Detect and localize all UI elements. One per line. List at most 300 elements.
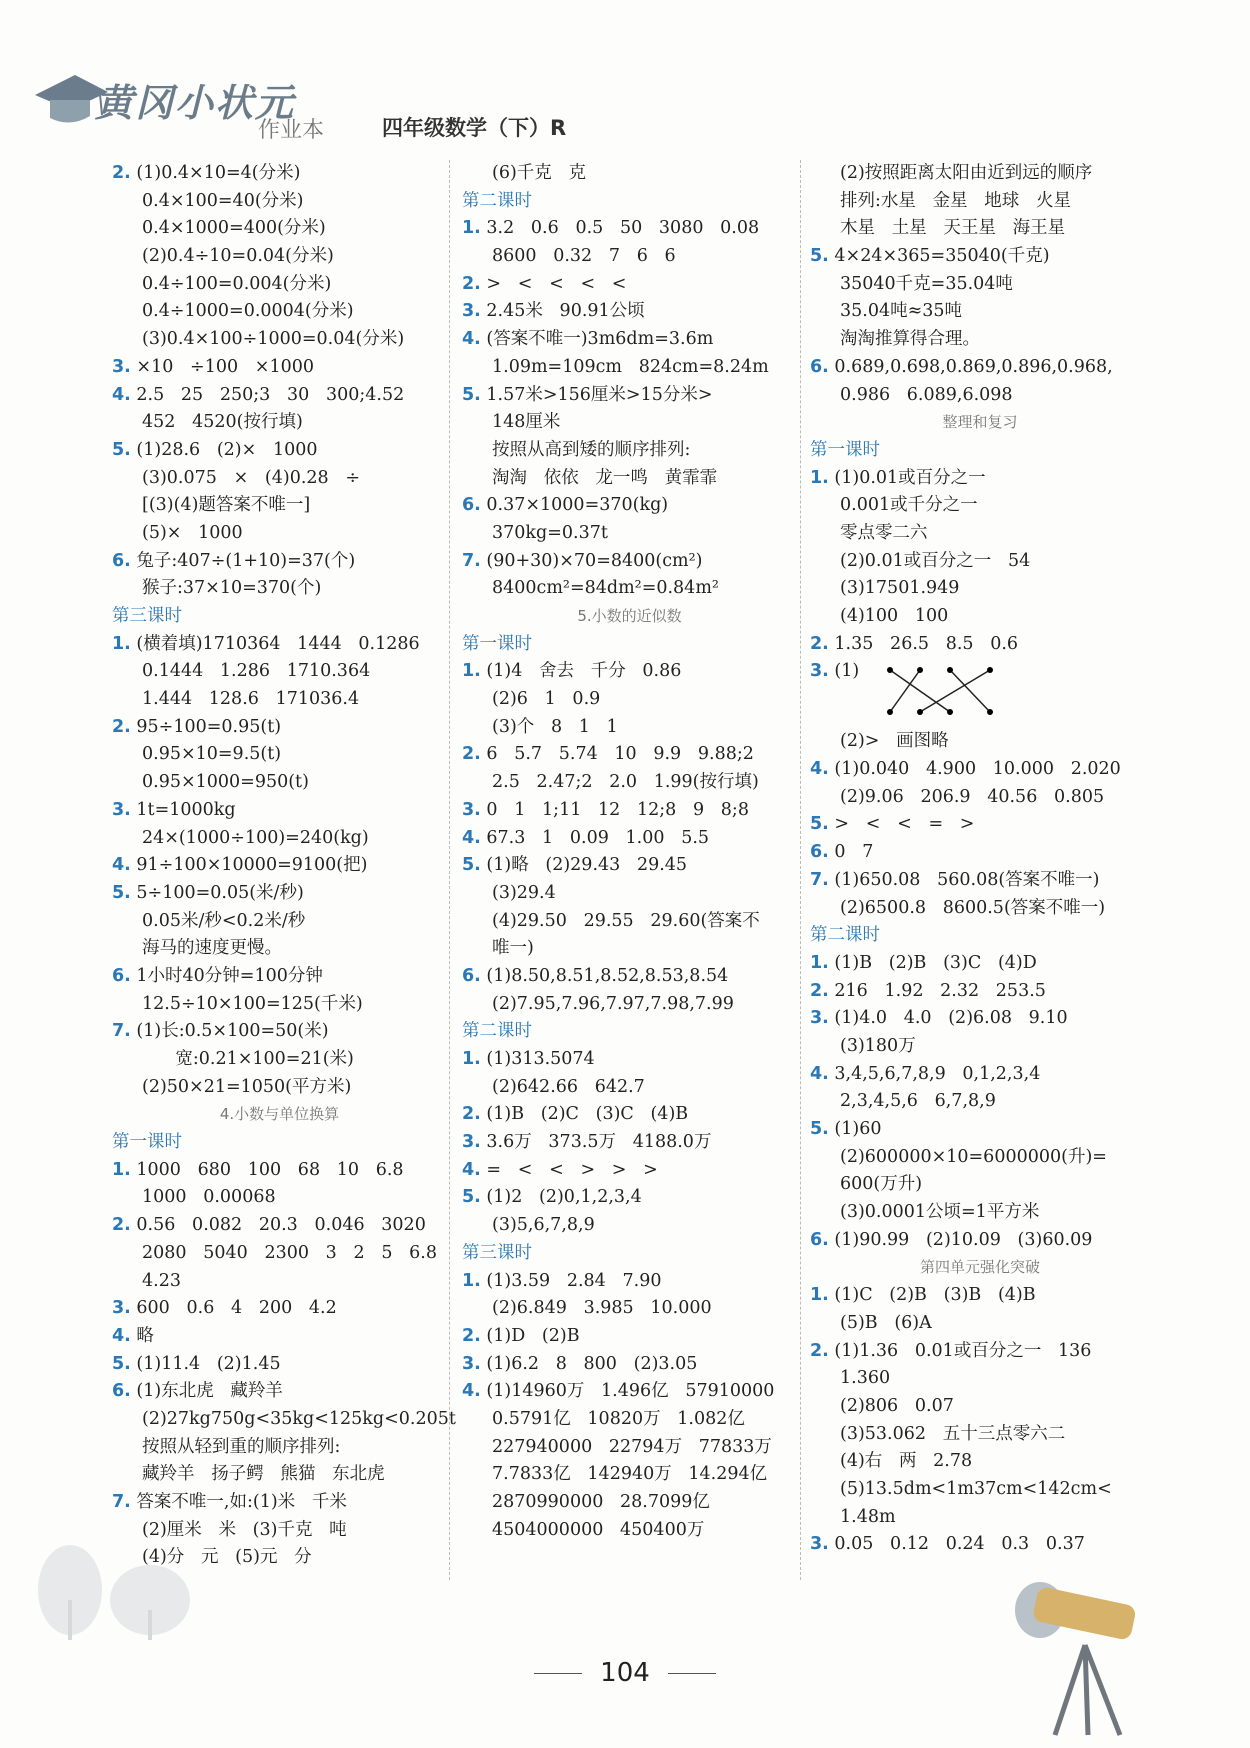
answer-line (810, 1144, 1150, 1172)
question-number: 3. (462, 1353, 481, 1374)
answer-text: 0.689,0.698,0.869,0.896,0.968, (834, 356, 1113, 377)
answer-text: (1)14960万 1.496亿 57910000 (486, 1381, 775, 1402)
answer-line (462, 1517, 797, 1545)
answer-line (810, 1365, 1150, 1393)
answer-text: 0.05米/秒<0.2米/秒 (142, 910, 306, 931)
question-number: 6. (462, 495, 481, 516)
answer-line (462, 1295, 797, 1323)
answer-text: 0.95×10=9.5(t) (142, 744, 282, 765)
answer-line (112, 354, 447, 382)
answer-line (810, 1005, 1150, 1033)
question-number: 5. (810, 1119, 829, 1139)
answer-text: 1.09m=109cm 824cm=8.24m (492, 356, 769, 377)
answer-text: 148厘米 (492, 412, 561, 433)
answer-text: 4×24×365=35040(千克) (834, 246, 1050, 267)
answer-text: (2)50×21=1050(平方米) (142, 1076, 352, 1097)
answer-line (112, 797, 447, 825)
answer-text: (2)> 画图略 (840, 731, 949, 752)
answer-line (112, 548, 447, 576)
answer-column-3 (810, 160, 1150, 1559)
answer-line (112, 963, 447, 991)
answer-text: (5)B (6)A (840, 1312, 932, 1333)
answer-text: 1.360 (840, 1368, 891, 1389)
answer-line (462, 437, 797, 465)
answer-text: (3)53.062 五十三点零六二 (840, 1423, 1066, 1444)
answer-line (810, 575, 1150, 603)
answer-line (462, 1184, 797, 1212)
answer-text: 35.04吨≈35吨 (840, 301, 963, 322)
answer-line (810, 784, 1150, 812)
question-number: 2. (112, 1215, 131, 1236)
answer-text: 2080 5040 2300 3 2 5 6.8 (142, 1242, 437, 1263)
answer-text: 370kg=0.37t (492, 522, 608, 543)
answer-line (462, 1268, 797, 1296)
answer-line (112, 1434, 447, 1462)
answer-line (462, 963, 797, 991)
answer-text: 5÷100=0.05(米/秒) (136, 882, 304, 903)
lesson-heading: 第三课时 (112, 606, 182, 626)
section-heading: 4.小数与单位换算 (219, 1105, 340, 1124)
question-number: 3. (462, 1132, 481, 1153)
question-number: 6. (112, 550, 131, 571)
question-number: 6. (810, 842, 829, 863)
answer-line (462, 215, 797, 243)
answer-text: 淘淘推算得合理。 (840, 329, 980, 350)
answer-line (112, 769, 447, 797)
question-number: 1. (462, 218, 481, 239)
column-divider (800, 160, 801, 1580)
answer-line (112, 852, 447, 880)
answer-text: 0.56 0.082 20.3 0.046 3020 (136, 1215, 426, 1236)
question-number: 5. (462, 1187, 481, 1208)
answer-line (462, 797, 797, 825)
answer-line (462, 1378, 797, 1406)
lesson-heading: 第二课时 (462, 190, 532, 211)
answer-line (462, 548, 797, 576)
lesson-heading: 第一课时 (810, 439, 880, 460)
question-number: 1. (112, 633, 131, 654)
answer-line (112, 160, 447, 188)
question-number: 7. (462, 550, 481, 571)
question-number: 7. (112, 1492, 131, 1512)
answer-line (112, 492, 447, 520)
answer-line (810, 1504, 1150, 1532)
answer-line (462, 465, 797, 493)
answer-line (462, 382, 797, 410)
question-number: 5. (112, 882, 131, 903)
answer-line (112, 437, 447, 465)
answer-line (462, 520, 797, 548)
answer-line (112, 880, 447, 908)
answer-line (112, 465, 447, 493)
question-number: 4. (810, 1063, 829, 1084)
answer-text: (1)4.0 4.0 (2)6.08 9.10 (834, 1008, 1068, 1029)
answer-text: 答案不唯一,如:(1)米 千米 (136, 1492, 347, 1512)
answer-line (462, 1323, 797, 1351)
answer-text: (答案不唯一)3m6dm=3.6m (486, 329, 714, 350)
answer-text: 227940000 22794万 77833万 (492, 1436, 772, 1457)
grade-label: 四年级数学（下）R (382, 116, 567, 140)
question-number: 5. (810, 246, 829, 267)
answer-line (112, 631, 447, 659)
answer-line (810, 243, 1150, 271)
answer-text: (2)按照距离太阳由近到远的顺序 (840, 163, 1093, 183)
lesson-heading: 第一课时 (462, 633, 532, 654)
answer-text: 0.95×1000=950(t) (142, 772, 309, 793)
answer-text: (2)7.95,7.96,7.97,7.98,7.99 (492, 993, 734, 1014)
answer-text: 0.4÷100=0.004(分米) (142, 273, 332, 294)
answer-text: (3)180万 (840, 1035, 916, 1056)
question-number: 2. (810, 633, 829, 654)
answer-text: ×10 ÷100 ×1000 (136, 356, 314, 377)
answer-text: 1t=1000kg (136, 799, 236, 820)
question-number: 2. (462, 1325, 481, 1346)
answer-line (810, 895, 1150, 923)
answer-line (462, 935, 797, 963)
answer-line (462, 714, 797, 742)
answer-line (810, 492, 1150, 520)
question-number: 3. (112, 1298, 131, 1319)
question-number: 6. (462, 965, 481, 986)
answer-line (810, 756, 1150, 784)
answer-line (810, 978, 1150, 1006)
answer-line (810, 1199, 1150, 1227)
answer-text: 4.23 (142, 1270, 181, 1291)
answer-line (810, 1088, 1150, 1116)
answer-text: 零点零二六 (840, 522, 928, 543)
answer-line (462, 1074, 797, 1102)
answer-text: (1)0.040 4.900 10.000 2.020 (834, 759, 1121, 780)
answer-text: (1)3.59 2.84 7.90 (486, 1270, 662, 1291)
answer-line (810, 867, 1150, 895)
answer-text: 7.7833亿 142940万 14.294亿 (492, 1464, 768, 1485)
answer-text: 2.5 2.47;2 2.0 1.99(按行填) (492, 772, 759, 793)
answer-text: 1000 680 100 68 10 6.8 (136, 1159, 404, 1180)
answer-text: (1)0.01或百分之一 (834, 467, 986, 488)
answer-text: 淘淘 依依 龙一鸣 黄霏霏 (492, 467, 718, 488)
question-number: 3. (462, 799, 481, 820)
answer-text: (1)4 舍去 千分 0.86 (486, 661, 682, 682)
answer-text: (1)1.36 0.01或百分之一 136 (834, 1340, 1092, 1361)
answer-line (112, 991, 447, 1019)
answer-line (112, 520, 447, 548)
answer-line (112, 1074, 447, 1102)
answer-text: 唯一) (492, 938, 534, 959)
answer-text: 3,4,5,6,7,8,9 0,1,2,3,4 (834, 1063, 1041, 1084)
answer-line (112, 686, 447, 714)
question-number: 7. (112, 1021, 131, 1042)
question-number: 1. (462, 1270, 481, 1291)
answer-line (112, 825, 447, 853)
answer-line (810, 271, 1150, 299)
question-number: 6. (112, 965, 131, 986)
answer-text: (横着填)1710364 1444 0.1286 (136, 633, 420, 654)
question-number: 3. (112, 799, 131, 820)
answer-line (462, 1101, 797, 1129)
answer-text: (5)× 1000 (142, 522, 243, 543)
answer-line (462, 1157, 797, 1185)
answer-line (112, 1378, 447, 1406)
answer-text: (2)806 0.07 (840, 1395, 954, 1416)
question-number: 1. (810, 1285, 829, 1306)
answer-line (810, 382, 1150, 410)
answer-text: (3)0.4×100÷1000=0.04(分米) (142, 329, 405, 350)
answer-line (462, 1046, 797, 1074)
answer-line (462, 160, 797, 188)
question-number: 4. (112, 384, 131, 405)
question-number: 2. (462, 1104, 481, 1125)
answer-line (462, 880, 797, 908)
question-number: 2. (462, 744, 481, 765)
question-number: 4. (112, 1325, 131, 1346)
answer-line (462, 1434, 797, 1462)
answer-line (112, 1295, 447, 1323)
answer-text: 0.37×1000=370(kg) (486, 495, 669, 516)
answer-line (112, 1323, 447, 1351)
lesson-heading: 第三课时 (462, 1242, 532, 1263)
question-number: 4. (810, 759, 829, 780)
answer-line (462, 741, 797, 769)
answer-line (112, 575, 447, 603)
answer-text: 2870990000 28.7099亿 (492, 1492, 710, 1512)
answer-text: = < < > > > (486, 1159, 658, 1180)
answer-text: (6)千克 克 (492, 163, 586, 183)
answer-text: 0.4÷1000=0.0004(分米) (142, 301, 354, 322)
answer-line (810, 465, 1150, 493)
answer-text: (4)100 100 (840, 606, 949, 626)
answer-text: (3)17501.949 (840, 578, 960, 599)
answer-line (810, 1061, 1150, 1089)
answer-text: (1) (834, 661, 860, 682)
answer-text: (1)B (2)B (3)C (4)D (834, 952, 1037, 973)
answer-text: (1)长:0.5×100=50(米) (136, 1021, 329, 1042)
question-number: 5. (112, 1353, 131, 1374)
answer-text: 略 (136, 1325, 154, 1346)
answer-text: 兔子:407÷(1+10)=37(个) (136, 550, 356, 571)
answer-text: (2)0.01或百分之一 54 (840, 550, 1031, 571)
question-number: 4. (112, 855, 131, 876)
answer-text: 0 1 1;11 12 12;8 9 8;8 (486, 799, 749, 820)
answer-line (112, 298, 447, 326)
answer-text: (2)6 1 0.9 (492, 689, 601, 710)
answer-text: (1)90.99 (2)10.09 (3)60.09 (834, 1229, 1093, 1250)
question-number: 2. (810, 1340, 829, 1361)
answer-text: 1.57米>156厘米>15分米> (486, 384, 713, 405)
answer-text: (1)B (2)C (3)C (4)B (486, 1104, 689, 1125)
answer-line (462, 1129, 797, 1157)
answer-line (112, 1268, 447, 1296)
answer-line (462, 1461, 797, 1489)
answer-text: (1)略 (2)29.43 29.45 (486, 855, 688, 876)
answer-text: (2)642.66 642.7 (492, 1076, 645, 1097)
question-number: 1. (462, 1049, 481, 1069)
answer-line (112, 243, 447, 271)
answer-line (810, 1393, 1150, 1421)
answer-text: (1)6.2 8 800 (2)3.05 (486, 1353, 698, 1374)
answer-line (112, 1184, 447, 1212)
answer-text: (2)9.06 206.9 40.56 0.805 (840, 786, 1105, 807)
answer-line (810, 548, 1150, 576)
question-number: 5. (462, 855, 481, 876)
answer-text: (1)28.6 (2)× 1000 (136, 439, 318, 460)
answer-line (112, 741, 447, 769)
question-number: 2. (112, 716, 131, 737)
question-number: 3. (810, 661, 829, 682)
question-number: 7. (810, 869, 829, 890)
answer-line (462, 769, 797, 797)
answer-line (462, 1489, 797, 1517)
answer-line (112, 714, 447, 742)
answer-text: (1)东北虎 藏羚羊 (136, 1381, 283, 1402)
answer-line (810, 520, 1150, 548)
answer-text: (1)2 (2)0,1,2,3,4 (486, 1187, 642, 1208)
question-number: 2. (112, 163, 131, 183)
answer-text: 0 7 (834, 842, 874, 863)
section-heading: 5.小数的近似数 (577, 607, 682, 625)
answer-text: 藏羚羊 扬子鳄 熊猫 东北虎 (142, 1464, 385, 1485)
answer-line (462, 243, 797, 271)
answer-line (112, 409, 447, 437)
answer-text: 排列:水星 金星 地球 火星 (840, 190, 1071, 211)
logo-subtitle: 作业本 (258, 118, 325, 143)
answer-text: (1)650.08 560.08(答案不唯一) (834, 869, 1100, 890)
answer-line (810, 658, 1150, 728)
answer-text: (5)13.5dm<1m37cm<142cm< (840, 1478, 1112, 1499)
answer-line (462, 908, 797, 936)
answer-text: (2)6500.8 8600.5(答案不唯一) (840, 897, 1106, 918)
answer-line (810, 811, 1150, 839)
answer-line (462, 575, 797, 603)
answer-text: 67.3 1 0.09 1.00 5.5 (486, 827, 710, 848)
answer-text: [(3)(4)题答案不唯一] (142, 495, 311, 516)
answer-text: 2.5 25 250;3 30 300;4.52 (136, 384, 405, 405)
answer-text: (1)8.50,8.51,8.52,8.53,8.54 (486, 965, 729, 986)
answer-line (112, 1212, 447, 1240)
answer-line (810, 215, 1150, 243)
answer-line (462, 1406, 797, 1434)
answer-text: (4)分 元 (5)元 分 (142, 1547, 312, 1568)
question-number: 3. (810, 1534, 829, 1555)
question-number: 3. (112, 356, 131, 377)
answer-text: 95÷100=0.95(t) (136, 716, 282, 737)
answer-line (810, 1227, 1150, 1255)
answer-text: 1.444 128.6 171036.4 (142, 689, 360, 710)
answer-line (462, 1351, 797, 1379)
question-number: 5. (112, 439, 131, 460)
question-number: 4. (462, 827, 481, 848)
answer-line (810, 1282, 1150, 1310)
answer-text: > < < < < (486, 273, 627, 294)
lesson-heading: 第二课时 (810, 925, 880, 946)
answer-text: 35040千克=35.04吨 (840, 273, 1013, 294)
answer-line (810, 326, 1150, 354)
answer-text: (1)0.4×10=4(分米) (136, 163, 301, 183)
answer-line (810, 298, 1150, 326)
answer-line (810, 950, 1150, 978)
answer-line (462, 658, 797, 686)
answer-text: (2)6.849 3.985 10.000 (492, 1298, 712, 1319)
answer-text: 0.4×1000=400(分米) (142, 218, 326, 239)
answer-text: (2)厘米 米 (3)千克 吨 (142, 1519, 347, 1540)
answer-text: 2,3,4,5,6 6,7,8,9 (840, 1091, 996, 1112)
answer-line (462, 409, 797, 437)
column-divider (449, 160, 450, 1580)
answer-line (112, 271, 447, 299)
answer-line (462, 686, 797, 714)
answer-text: (2)600000×10=6000000(升)= (840, 1146, 1107, 1167)
section-heading: 第四单元强化突破 (919, 1258, 1040, 1277)
answer-text: 12.5÷10×100=125(千米) (142, 993, 363, 1014)
question-number: 3. (810, 1008, 829, 1029)
answer-text: 2.45米 90.91公顷 (486, 301, 645, 322)
answer-line (112, 1489, 447, 1517)
answer-text: 猴子:37×10=370(个) (142, 578, 322, 599)
answer-text: (2)27kg750g<35kg<125kg<0.205t (142, 1408, 456, 1429)
answer-line (112, 908, 447, 936)
answer-line (462, 354, 797, 382)
lesson-heading: 第一课时 (112, 1132, 182, 1153)
answer-line (810, 1310, 1150, 1338)
answer-line (112, 1406, 456, 1434)
answer-line (462, 326, 797, 354)
question-number: 6. (112, 1381, 131, 1402)
answer-line (462, 991, 797, 1019)
question-number: 6. (810, 1229, 829, 1250)
answer-text: 0.5791亿 10820万 1.082亿 (492, 1408, 745, 1429)
answer-line (810, 160, 1150, 188)
answer-text: (1)313.5074 (486, 1049, 595, 1069)
answer-line (462, 1212, 797, 1240)
answer-text: 8400cm²=84dm²=0.84m² (492, 578, 719, 599)
answer-line (462, 298, 797, 326)
answer-line (810, 728, 1150, 756)
section-heading: 整理和复习 (942, 413, 1018, 432)
question-number: 2. (810, 980, 829, 1001)
question-number: 1. (810, 467, 829, 488)
answer-line (112, 1018, 447, 1046)
logo-title: 黄冈小状元 (95, 81, 296, 125)
answer-text: 海马的速度更慢。 (142, 938, 282, 959)
answer-column-2 (462, 160, 797, 1544)
question-number: 1. (462, 661, 481, 682)
answer-line (112, 1046, 447, 1074)
answer-text: (3)5,6,7,8,9 (492, 1215, 595, 1236)
question-number: 3. (462, 301, 481, 322)
answer-text: 1小时40分钟=100分钟 (136, 965, 323, 986)
answer-text: (1)60 (834, 1119, 882, 1139)
answer-text: (3)29.4 (492, 882, 556, 903)
answer-text: 0.001或千分之一 (840, 495, 978, 516)
answer-text: 1.48m (840, 1506, 896, 1527)
question-number: 1. (810, 952, 829, 973)
answer-text: (90+30)×70=8400(cm²) (486, 550, 703, 571)
answer-line (810, 1531, 1150, 1559)
tree-illustration-icon (30, 1530, 230, 1640)
answer-line (112, 935, 447, 963)
answer-line (810, 188, 1150, 216)
answer-line (112, 1157, 447, 1185)
answer-line (810, 839, 1150, 867)
answer-line (810, 1338, 1150, 1366)
answer-line (810, 1033, 1150, 1061)
answer-text: 0.1444 1.286 1710.364 (142, 661, 371, 682)
answer-line (810, 1448, 1150, 1476)
answer-line (810, 603, 1150, 631)
answer-text: (4)右 两 2.78 (840, 1451, 973, 1472)
answer-line (810, 631, 1150, 659)
answer-text: 600 0.6 4 200 4.2 (136, 1298, 337, 1319)
answer-line (462, 271, 797, 299)
